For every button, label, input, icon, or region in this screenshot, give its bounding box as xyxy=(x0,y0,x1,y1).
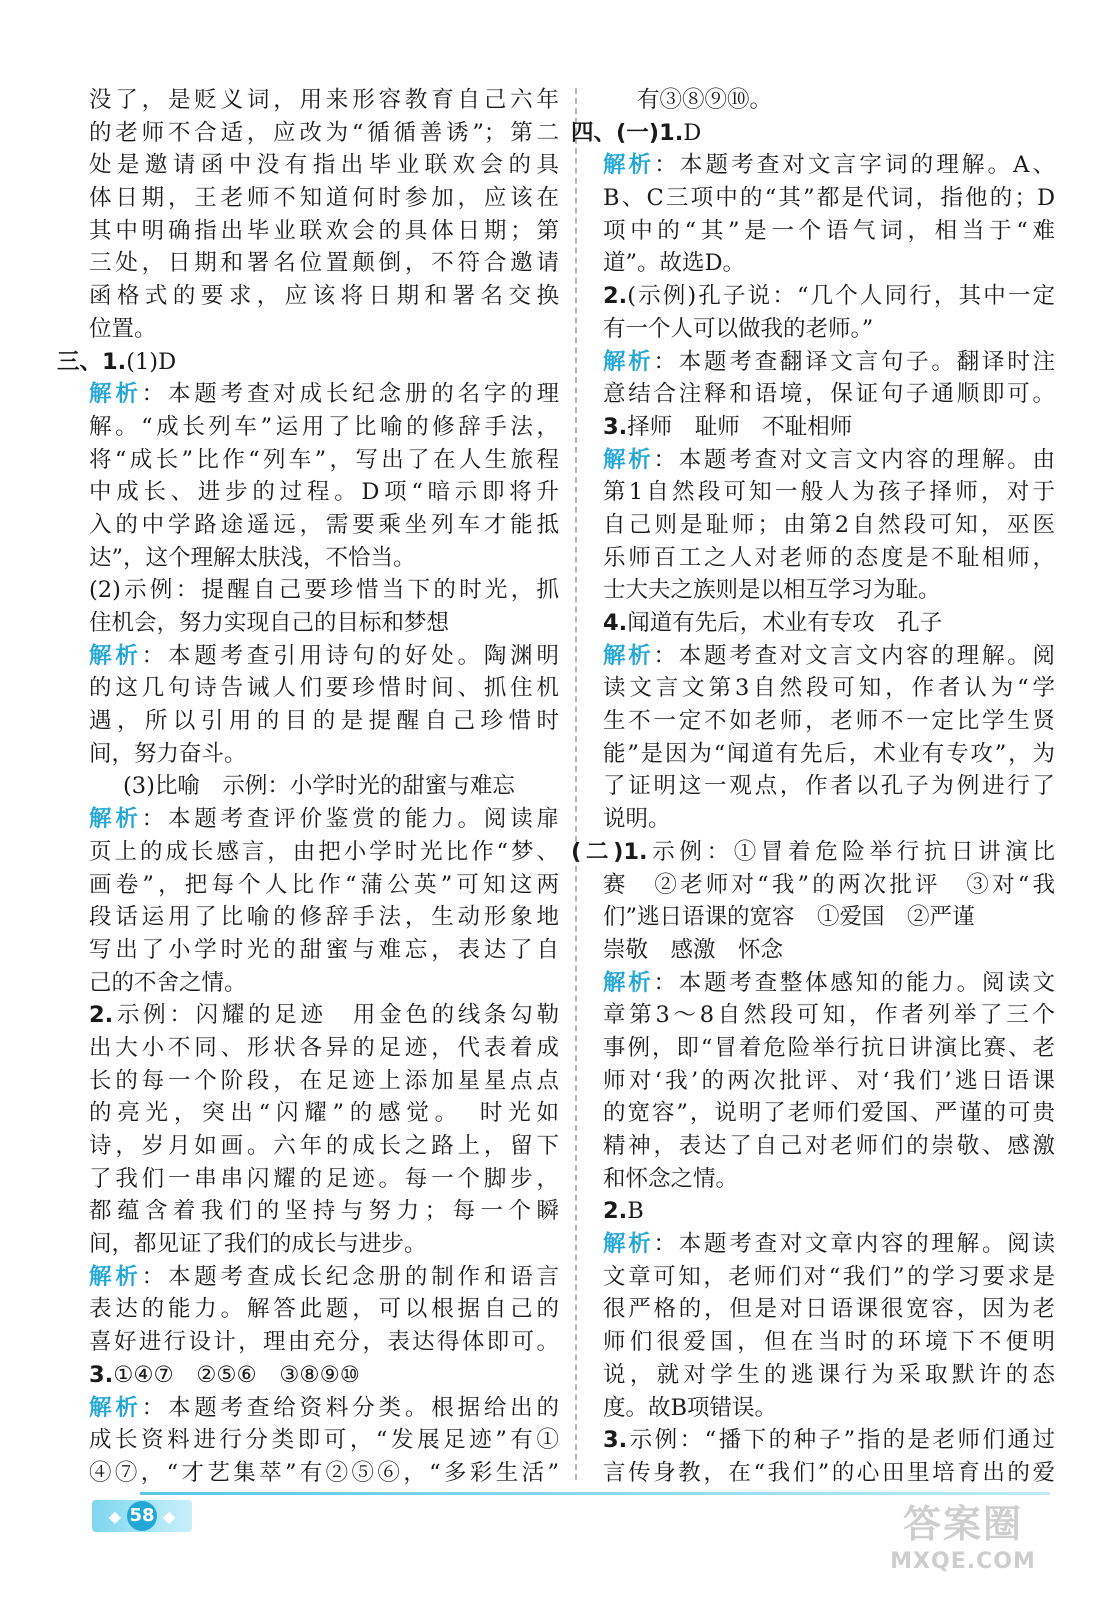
line-text: 第1自然段可知一般人为孩子择师，对于 xyxy=(603,479,1055,506)
line-text: ：本题考查对文言文内容的理解。阅 xyxy=(653,642,1055,669)
text-line xyxy=(89,1228,559,1261)
text-line xyxy=(603,509,1055,542)
text-line xyxy=(603,869,1055,902)
text-line xyxy=(603,280,1055,313)
text-line xyxy=(603,1130,1055,1163)
line-text: ：本题考查整体感知的能力。阅读文 xyxy=(653,969,1055,996)
analysis-label: 解析 xyxy=(603,1231,654,1258)
text-line xyxy=(603,313,1055,346)
line-text: 喜好进行设计，理由充分，表达得体即可。 xyxy=(89,1329,559,1356)
line-text: D xyxy=(683,119,702,146)
analysis-label: 解析 xyxy=(603,969,654,996)
text-line xyxy=(89,705,559,738)
line-text: 住机会，努力实现自己的目标和梦想 xyxy=(89,610,450,636)
text-line xyxy=(89,215,559,248)
text-line xyxy=(603,1195,1055,1228)
text-line xyxy=(603,1097,1055,1130)
line-text: ：本题考查对成长纪念册的名字的理 xyxy=(141,381,559,408)
line-text: 师对‘我’的两次批评、对‘我们’逃日语课 xyxy=(603,1067,1055,1094)
line-text: 有一个人可以做我的老师。” xyxy=(603,315,874,342)
line-text: ④⑦，“才艺集萃”有②⑤⑥，“多彩生活” xyxy=(89,1459,559,1486)
text-line xyxy=(603,1261,1055,1294)
analysis-label: 解析 xyxy=(89,381,142,408)
question-number: 4. xyxy=(603,610,628,636)
line-text: 的老师不合适，应改为“循循善诱”；第二 xyxy=(89,119,559,146)
text-line xyxy=(89,149,559,182)
text-line xyxy=(603,574,1055,607)
line-text: 三处，日期和署名位置颠倒，不符合邀请 xyxy=(89,250,559,277)
line-text: 了我们一串串闪耀的足迹。每一个脚步， xyxy=(89,1165,559,1192)
text-line xyxy=(89,411,559,444)
text-line xyxy=(89,999,559,1032)
line-text: 事例，即“冒着危险举行抗日讲演比赛、老 xyxy=(603,1034,1055,1061)
line-text: 闻道有先后，术业有专攻 孔子 xyxy=(627,610,943,636)
line-text: 处是邀请函中没有指出毕业联欢会的具 xyxy=(89,152,559,179)
line-text: 解。“成长列车”运用了比喻的修辞手法， xyxy=(89,413,559,440)
question-number: 1. xyxy=(623,838,648,865)
line-text: 赛 ②老师对“我”的两次批评 ③对“我 xyxy=(603,871,1055,898)
text-line xyxy=(603,640,1055,673)
text-line xyxy=(571,836,1055,869)
text-line xyxy=(89,901,559,934)
text-line xyxy=(89,444,559,477)
text-line xyxy=(89,247,559,280)
question-number: 2. xyxy=(603,283,628,310)
line-text: 章第3～8自然段可知，作者列举了三个 xyxy=(603,1002,1055,1029)
text-line xyxy=(57,346,559,379)
line-text: (1)D xyxy=(126,348,177,375)
section-marker: 四、(一) xyxy=(571,119,660,146)
line-text: 诗，岁月如画。六年的成长之路上，留下 xyxy=(89,1133,559,1159)
watermark-logo xyxy=(858,1500,1068,1590)
line-text: 画卷”，把每个人比作“蒲公英”可知这两 xyxy=(89,871,559,898)
section-marker: 三、 xyxy=(57,348,103,375)
watermark-url: MXQE.COM xyxy=(890,1549,1036,1574)
text-line xyxy=(89,672,559,705)
text-line xyxy=(603,247,1055,280)
question-number: 1. xyxy=(102,348,127,375)
text-line xyxy=(603,1228,1055,1261)
question-number: 2. xyxy=(89,1002,114,1029)
text-line xyxy=(89,1032,559,1065)
text-line xyxy=(603,1424,1055,1457)
line-text: ：本题考查对文言字词的理解。A、 xyxy=(654,152,1055,179)
text-line xyxy=(603,672,1055,705)
text-line xyxy=(603,999,1055,1032)
text-line xyxy=(603,476,1055,509)
line-text: 乐师百工之人对老师的态度是不耻相师， xyxy=(603,544,1055,571)
line-text: 度。故B项错误。 xyxy=(603,1394,778,1421)
text-line xyxy=(603,1163,1055,1196)
text-line xyxy=(89,640,559,673)
line-text: 的亮光，突出“闪耀”的感觉。 时光如 xyxy=(89,1100,559,1127)
text-line xyxy=(89,1392,559,1425)
analysis-label: 解析 xyxy=(89,1394,142,1421)
line-text: 能”是因为“闻道有先后，术业有专攻”，为 xyxy=(603,740,1055,767)
line-text: 页上的成长感言，由把小学时光比作“梦、 xyxy=(89,838,559,865)
left-column xyxy=(57,84,559,1490)
line-text: 将“成长”比作“列车”，写出了在人生旅程 xyxy=(89,446,559,473)
line-text: 择师 耻师 不耻相师 xyxy=(627,413,853,440)
analysis-label: 解析 xyxy=(603,152,655,179)
line-text: 很严格的，但是对日语课很宽容，因为老 xyxy=(603,1296,1055,1323)
text-line xyxy=(89,607,559,640)
line-text: 了证明这一观点，作者以孔子为例进行了 xyxy=(603,773,1055,800)
badge-decoration-icon: ◆ xyxy=(163,1506,176,1526)
text-line xyxy=(603,607,1055,640)
text-line xyxy=(89,738,559,771)
text-line xyxy=(603,542,1055,575)
text-line xyxy=(89,1326,559,1359)
text-line xyxy=(89,770,559,803)
text-line xyxy=(603,215,1055,248)
line-text: 没了，是贬义词，用来形容教育自己六年 xyxy=(89,87,559,113)
line-text: 说，就对学生的逃课行为采取默许的态 xyxy=(603,1361,1055,1388)
text-line xyxy=(603,346,1055,379)
text-line xyxy=(89,803,559,836)
line-text: 意结合注释和语境，保证句子通顺即可。 xyxy=(603,381,1055,408)
line-text: 言传身教，在“我们”的心田里培育出的爱 xyxy=(603,1459,1055,1486)
line-text: 文章可知，老师们对“我们”的学习要求是 xyxy=(603,1263,1055,1290)
footer-rule xyxy=(140,1492,1050,1495)
text-line xyxy=(603,378,1055,411)
line-text: 读文言文第3自然段可知，作者认为“学 xyxy=(603,675,1055,702)
text-line xyxy=(89,1130,559,1163)
page-number: 58 xyxy=(127,1501,157,1531)
line-text: ：本题考查成长纪念册的制作和语言 xyxy=(141,1263,559,1290)
line-text: 间，努力奋斗。 xyxy=(89,740,247,767)
line-text: 都蕴含着我们的坚持与努力；每一个瞬 xyxy=(89,1198,559,1225)
line-text: 和怀念之情。 xyxy=(603,1165,739,1192)
line-text: ：本题考查翻译文言句子。翻译时注 xyxy=(653,348,1055,375)
line-text: B、C三项中的“其”都是代词，指他的；D xyxy=(603,185,1055,212)
line-text: 己的不舍之情。 xyxy=(89,969,247,996)
text-line xyxy=(89,280,559,313)
text-line xyxy=(89,1097,559,1130)
line-text: 说明。 xyxy=(603,806,671,833)
text-line xyxy=(89,1195,559,1228)
line-text: 出大小不同、形状各异的足迹，代表着成 xyxy=(89,1034,559,1061)
question-number: 2. xyxy=(603,1198,628,1225)
line-text: 其中明确指出毕业联欢会的具体日期；第 xyxy=(89,217,559,244)
question-number: 3. xyxy=(603,413,628,440)
text-line xyxy=(89,934,559,967)
text-line xyxy=(89,1457,559,1490)
line-text: (3)比喻 示例：小学时光的甜蜜与难忘 xyxy=(123,773,515,800)
text-line xyxy=(89,869,559,902)
text-line xyxy=(603,1032,1055,1065)
line-text: 崇敬 感激 怀念 xyxy=(603,936,784,963)
line-text: 长的每一个阶段，在足迹上添加星星点点 xyxy=(89,1067,559,1094)
line-text: 道”。故选D。 xyxy=(603,250,746,277)
line-text: 生不一定不如老师，老师不一定比学生贤 xyxy=(603,708,1055,735)
watermark-text: 答案圈 xyxy=(902,1502,1023,1546)
text-line xyxy=(89,378,559,411)
analysis-label: 解析 xyxy=(89,1263,142,1290)
line-text: 写出了小学时光的甜蜜与难忘，表达了自 xyxy=(89,936,559,963)
line-text: ：本题考查对文章内容的理解。阅读 xyxy=(653,1231,1055,1258)
text-line xyxy=(603,967,1055,1000)
text-line xyxy=(603,182,1055,215)
text-line xyxy=(89,1293,559,1326)
text-line xyxy=(89,117,559,150)
text-line xyxy=(603,934,1055,967)
text-line xyxy=(603,770,1055,803)
line-text: 体日期，王老师不知道何时参加，应该在 xyxy=(89,185,559,212)
text-line xyxy=(89,1065,559,1098)
line-text: ：本题考查对文言文内容的理解。由 xyxy=(653,446,1055,473)
question-number: 3. xyxy=(603,1427,628,1454)
line-text: 中成长、进步的过程。D项“暗示即将升 xyxy=(89,479,559,506)
text-line xyxy=(89,1261,559,1294)
line-text: 位置。 xyxy=(89,315,157,342)
text-line xyxy=(89,182,559,215)
line-text: 入的中学路途遥远，需要乘坐列车才能抵 xyxy=(89,511,559,538)
text-line xyxy=(89,574,559,607)
line-text: 示例：“播下的种子”指的是老师们通过 xyxy=(627,1427,1055,1454)
column-divider xyxy=(575,88,577,1480)
analysis-label: 解析 xyxy=(603,348,654,375)
text-line xyxy=(89,1163,559,1196)
line-text: 达”，这个理解太肤浅，不恰当。 xyxy=(89,544,416,571)
analysis-label: 解析 xyxy=(603,642,654,669)
line-text: (2)示例：提醒自己要珍惜当下的时光，抓 xyxy=(89,577,559,604)
question-number: 3. xyxy=(89,1361,114,1388)
text-line xyxy=(89,1424,559,1457)
analysis-label: 解析 xyxy=(89,806,142,833)
text-line xyxy=(571,117,1055,150)
text-line xyxy=(603,901,1055,934)
text-line xyxy=(89,836,559,869)
text-line xyxy=(603,444,1055,477)
line-text: 精神，表达了自己对老师们的崇敬、感激 xyxy=(603,1133,1055,1159)
line-text: B xyxy=(627,1198,644,1225)
line-text: 士大夫之族则是以相互学习为耻。 xyxy=(603,577,941,604)
line-text: 有③⑧⑨⑩。 xyxy=(637,87,773,113)
page-number-badge xyxy=(92,1500,192,1532)
text-line xyxy=(603,705,1055,738)
text-line xyxy=(603,84,1055,117)
text-line xyxy=(89,967,559,1000)
text-line xyxy=(89,476,559,509)
line-text: 间，都见证了我们的成长与进步。 xyxy=(89,1231,427,1258)
text-line xyxy=(603,411,1055,444)
line-text: ：本题考查给资料分类。根据给出的 xyxy=(141,1394,559,1421)
line-text: 表达的能力。解答此题，可以根据自己的 xyxy=(89,1296,559,1323)
analysis-label: 解析 xyxy=(603,446,654,473)
line-text: 遇，所以引用的目的是提醒自己珍惜时 xyxy=(89,708,559,735)
line-text: 函格式的要求，应该将日期和署名交换 xyxy=(89,283,559,310)
text-line xyxy=(89,542,559,575)
line-text: 项中的“其”是一个语气词，相当于“难 xyxy=(603,217,1055,244)
text-line xyxy=(89,313,559,346)
text-line xyxy=(603,1359,1055,1392)
question-number: 1. xyxy=(659,119,684,146)
line-text: 成长资料进行分类即可，“发展足迹”有① xyxy=(89,1427,559,1454)
line-text: ：本题考查评价鉴赏的能力。阅读扉 xyxy=(141,806,559,833)
line-text: ：本题考查引用诗句的好处。陶渊明 xyxy=(141,642,559,669)
right-column xyxy=(571,84,1055,1490)
text-line xyxy=(89,84,559,117)
line-text: (示例)孔子说：“几个人同行，其中一定 xyxy=(627,283,1055,310)
line-text: 段话运用了比喻的修辞手法，生动形象地 xyxy=(89,904,559,931)
analysis-label: 解析 xyxy=(89,642,142,669)
line-text: 示例：闪耀的足迹 用金色的线条勾勒 xyxy=(113,1002,559,1029)
text-line xyxy=(89,509,559,542)
text-line xyxy=(603,149,1055,182)
badge-decoration-icon: ◆ xyxy=(108,1506,121,1526)
line-text: 的这几句诗告诫人们要珍惜时间、抓住机 xyxy=(89,675,559,702)
text-line xyxy=(603,738,1055,771)
text-line xyxy=(603,1293,1055,1326)
line-text: 的宽容”，说明了老师们爱国、严谨的可贵 xyxy=(603,1100,1055,1127)
line-text: 示例：①冒着危险举行抗日讲演比 xyxy=(647,838,1055,865)
text-line xyxy=(89,1359,559,1392)
text-line xyxy=(603,1457,1055,1490)
line-text: 们”逃日语课的宽容 ①爱国 ②严谨 xyxy=(603,904,975,931)
text-line xyxy=(603,1326,1055,1359)
line-text: ①④⑦ ②⑤⑥ ③⑧⑨⑩ xyxy=(113,1361,360,1388)
text-line xyxy=(603,1392,1055,1425)
text-line xyxy=(603,803,1055,836)
section-marker: (二) xyxy=(571,838,624,865)
line-text: 自己则是耻师；由第2自然段可知，巫医 xyxy=(603,511,1055,538)
line-text: 师们很爱国，但在当时的环境下不便明 xyxy=(603,1329,1055,1356)
text-line xyxy=(603,1065,1055,1098)
